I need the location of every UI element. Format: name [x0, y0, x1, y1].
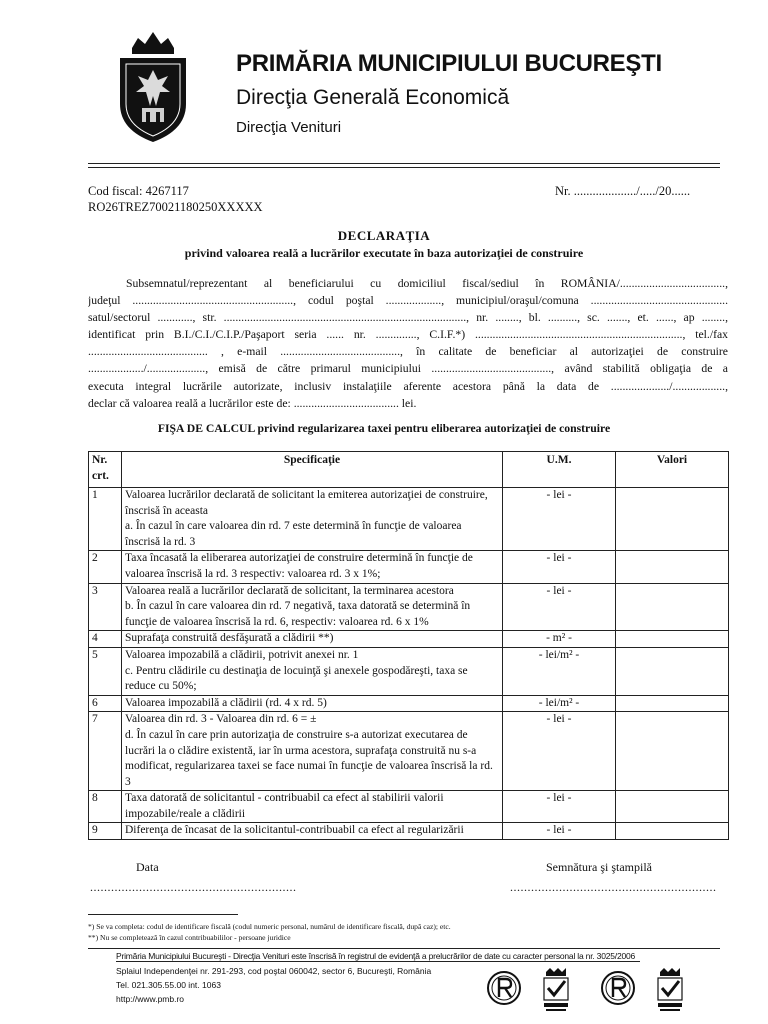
cell-um: - lei/m² - [503, 695, 616, 712]
cell-value[interactable] [616, 551, 729, 583]
body-line: Subsemnatul/reprezentant al beneficiarului cu domiciliul fiscal/sediul în ROMÂNIA/...................................., [126, 277, 728, 290]
body-line: ......................................... , e-mail ........................................., în calitate de beneficiar al autorizaţiei de construire [88, 345, 728, 359]
cell-value[interactable] [616, 488, 729, 551]
cell-nr: 8 [89, 791, 122, 823]
cell-nr: 6 [89, 695, 122, 712]
col-header-val: Valori [616, 452, 729, 488]
signature-label: Semnătura şi ştampilă [546, 860, 652, 874]
header-rule-bottom [88, 167, 720, 168]
declaration-subtitle: privind valoarea reală a lucrărilor executate în baza autorizaţiei de construire [184, 246, 584, 260]
signature-field[interactable]: ........................................................... [510, 880, 717, 894]
fisa-title: FIŞA DE CALCUL privind regularizarea taxei pentru eliberarea autorizaţiei de construire [157, 422, 611, 435]
calc-table [88, 451, 729, 840]
cell-value[interactable] [616, 631, 729, 648]
registered-mark-icon [484, 966, 524, 1014]
footnote-2: **) Nu se completează în cazul contribuabililor - persoane juridice [88, 933, 291, 942]
table-row [89, 583, 729, 631]
cell-spec: Valoarea reală a lucrărilor declarată de solicitant, la terminarea acestora b. În cazul în care valoarea din rd. 7 negativă, taxa datorată se determină în funcţie de valoarea înscrisă la rd. 6, respectiv: valoarea rd. 6 x 1% [122, 583, 503, 631]
cell-nr: 2 [89, 551, 122, 583]
date-field[interactable]: ........................................................... [90, 880, 297, 894]
body-line: .................../...................., emisă de către primarul municipiului ........................................., având stabilită obligaţia de a [88, 362, 728, 376]
cell-value[interactable] [616, 712, 729, 791]
table-header-row [89, 452, 729, 488]
cell-spec: Valoarea lucrărilor declarată de solicitant la emiterea autorizaţiei de construire, înscrisă în aceasta a. În cazul în care valoarea din rd. 7 este determină în funcţie de valoarea înscrisă la rd. 3 [122, 488, 503, 551]
cell-value[interactable] [616, 791, 729, 823]
footer-website[interactable]: http://www.pmb.ro [116, 994, 185, 1004]
cell-value[interactable] [616, 647, 729, 695]
cell-nr: 4 [89, 631, 122, 648]
date-label: Data [136, 860, 159, 874]
sub-department-name: Direcţia Venituri [236, 119, 342, 136]
department-name: Direcţia Generală Economică [236, 86, 510, 109]
table-row [89, 488, 729, 551]
table-row [89, 647, 729, 695]
cell-nr: 3 [89, 583, 122, 631]
body-line: identificat prin B.I./C.I./C.I.P./Paşaport seria ...... nr. .............., C.I.F.*) ......................................................................., tel./fax [88, 328, 728, 342]
cell-spec: Valoarea impozabilă a clădirii, potrivit anexei nr. 1 c. Pentru clădirile cu destinaţia de locuinţă şi anexele gospodăreşti, taxa se reduce cu 50%; [122, 647, 503, 695]
col-header-um: U.M. [503, 452, 616, 488]
cell-um: - lei - [503, 712, 616, 791]
body-line: judeţul ......................................................., codul poştal ..................., municipiul/oraşul/comuna ............................................... [88, 294, 728, 308]
footer-rule [88, 948, 720, 949]
cell-um: - m² - [503, 631, 616, 648]
table-row [89, 712, 729, 791]
cell-spec: Taxa datorată de solicitantul - contribuabil ca efect al stabilirii valorii impozabile/reale a clădirii [122, 791, 503, 823]
table-row [89, 631, 729, 648]
footer-underline [116, 961, 640, 962]
cell-nr: 1 [89, 488, 122, 551]
cell-spec: Valoarea din rd. 3 - Valoarea din rd. 6 = ± d. În cazul în care prin autorizaţia de construire s-a autorizat executarea de lucrări la o clădire existentă, iar în urma acestora, suprafaţa construită nu s-a modificat, regularizarea taxei se face numai în funcţie de valoarea înscrisă la rd. 3 [122, 712, 503, 791]
footer-registry-note: Primăria Municipiului Bucureşti - Direcţia Venituri este înscrisă în registrul de evidenţă a prelucrărilor de date cu caracter personal la nr. 3025/2006 [116, 951, 636, 961]
cell-um: - lei - [503, 791, 616, 823]
ukas-mark-icon [536, 966, 576, 1014]
body-line: executa integral lucrările autorizate, inclusiv instalaţiile aferente acestora până la data de ..................../.................., [88, 379, 728, 393]
footer-address: Splaiul Independenţei nr. 291-293, cod poştal 060042, sector 6, Bucureşti, România [116, 966, 432, 976]
cell-value[interactable] [616, 823, 729, 840]
cell-um: - lei - [503, 488, 616, 551]
footer-phone: Tel. 021.305.55.00 int. 1063 [116, 980, 221, 990]
col-header-spec: Specificaţie [122, 452, 503, 488]
cell-nr: 9 [89, 823, 122, 840]
iban: RO26TREZ70021180250XXXXX [88, 200, 263, 214]
cod-fiscal: Cod fiscal: 4267117 [88, 184, 189, 198]
cell-spec: Suprafaţa construită desfăşurată a clădirii **) [122, 631, 503, 648]
table-row [89, 823, 729, 840]
cell-nr: 7 [89, 712, 122, 791]
header-rule-top [88, 163, 720, 164]
cell-value[interactable] [616, 695, 729, 712]
table-row [89, 551, 729, 583]
cell-spec: Diferenţa de încasat de la solicitantul-contribuabil ca efect al regularizării [122, 823, 503, 840]
crest-icon [112, 26, 194, 146]
ukas-mark-icon [650, 966, 690, 1014]
registered-mark-icon [598, 966, 638, 1014]
cell-um: - lei - [503, 583, 616, 631]
org-title: PRIMĂRIA MUNICIPIULUI BUCUREŞTI [236, 50, 662, 77]
cell-um: - lei/m² - [503, 647, 616, 695]
cell-value[interactable] [616, 583, 729, 631]
table-row [89, 695, 729, 712]
cell-nr: 5 [89, 647, 122, 695]
declaration-body [88, 275, 728, 412]
cell-spec: Taxa încasată la eliberarea autorizaţiei de construire determină în funcţie de valoarea înscrisă la rd. 3 respectiv: valoarea rd. 3 x 1%; [122, 551, 503, 583]
footnote-1: *) Se va completa: codul de identificare fiscală (codul numeric personal, numărul de identificare fiscală, după caz); etc. [88, 922, 451, 931]
body-line: satul/sectorul ............, str. ..................................................................................., nr. ........, bl. .........., sc. ......., et. ......, ap ........, [88, 311, 728, 325]
declaration-title: DECLARAŢIA [337, 228, 431, 243]
cell-spec: Valoarea impozabilă a clădirii (rd. 4 x rd. 5) [122, 695, 503, 712]
cell-um: - lei - [503, 823, 616, 840]
col-header-nr: Nr. crt. [89, 452, 122, 488]
table-row [89, 791, 729, 823]
footnote-rule [88, 914, 238, 915]
body-line: declar că valoarea reală a lucrărilor este de: .................................... lei. [88, 396, 417, 410]
cell-um: - lei - [503, 551, 616, 583]
registration-number: Nr. ..................../...../20...... [555, 184, 691, 198]
